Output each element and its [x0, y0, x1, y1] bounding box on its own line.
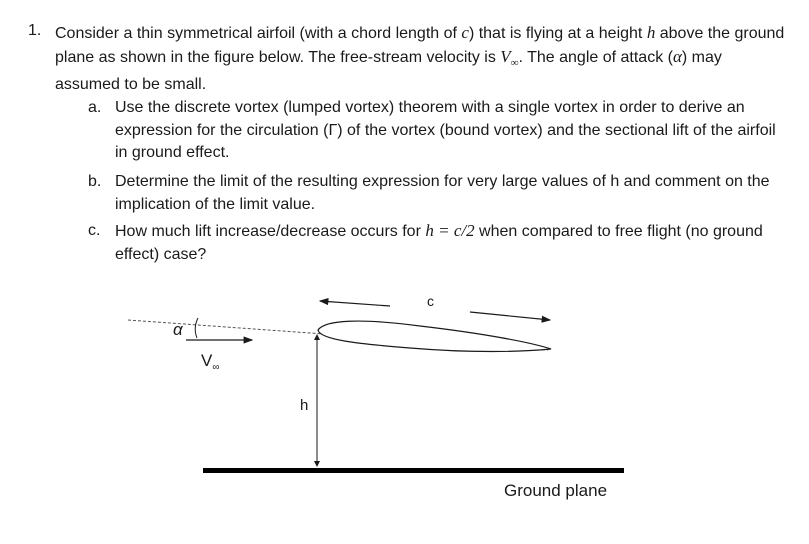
- part-a-label: a.: [88, 99, 102, 116]
- ground-plane-line: [203, 468, 624, 473]
- part-a-text-1: Use the discrete vortex (lumped vortex) theorem with a single vortex in order to derive an expression for the circulation (: [115, 99, 745, 139]
- velocity-symbol: V: [500, 46, 511, 66]
- velocity-label-sub: ∞: [212, 362, 220, 373]
- part-a-text-2: ) of the vortex (bound vortex) and the sectional lift of the airfoil in ground effect.: [115, 121, 776, 161]
- intro-text-4: . The angle of attack (: [518, 48, 673, 66]
- velocity-subscript: ∞: [510, 56, 519, 69]
- alpha-label: α: [173, 320, 183, 339]
- height-arrow-top: [314, 334, 320, 340]
- airfoil-shape: [318, 321, 551, 351]
- intro-text-2: ) that is flying at a height: [468, 25, 647, 42]
- gamma-symbol: Γ: [328, 121, 338, 139]
- ground-plane-label: Ground plane: [504, 481, 608, 500]
- intro-text-1: Consider a thin symmetrical airfoil (with a chord length of: [55, 25, 462, 42]
- height-symbol: h: [646, 23, 656, 42]
- part-c-math: h = c/2: [425, 221, 475, 240]
- chord-arrow-left: [320, 301, 390, 306]
- chord-arrow-right: [470, 312, 550, 320]
- question-number: 1.: [28, 22, 42, 39]
- intro-text-5: ) may assumed to be small.: [55, 48, 722, 94]
- part-c-label: c.: [88, 222, 101, 239]
- velocity-label-main: V: [201, 351, 213, 370]
- height-label: h: [300, 397, 309, 414]
- alpha-symbol: α: [672, 46, 682, 66]
- intro-text-3: above the ground plane as shown in the figure below. The free-stream velocity is: [55, 25, 785, 66]
- part-b-label: b.: [88, 173, 102, 190]
- part-c-text-1: How much lift increase/decrease occurs for: [115, 223, 426, 240]
- alpha-arc: [195, 318, 198, 338]
- part-b-text: Determine the limit of the resulting expression for very large values of h and comment on the implication of the limit value.: [115, 173, 770, 213]
- height-arrow-bottom: [314, 461, 320, 467]
- chord-label: c: [427, 293, 434, 309]
- velocity-label: [201, 351, 219, 373]
- chord-symbol: c: [461, 23, 469, 42]
- part-c-text-2: when compared to free flight (no ground effect) case?: [115, 223, 763, 263]
